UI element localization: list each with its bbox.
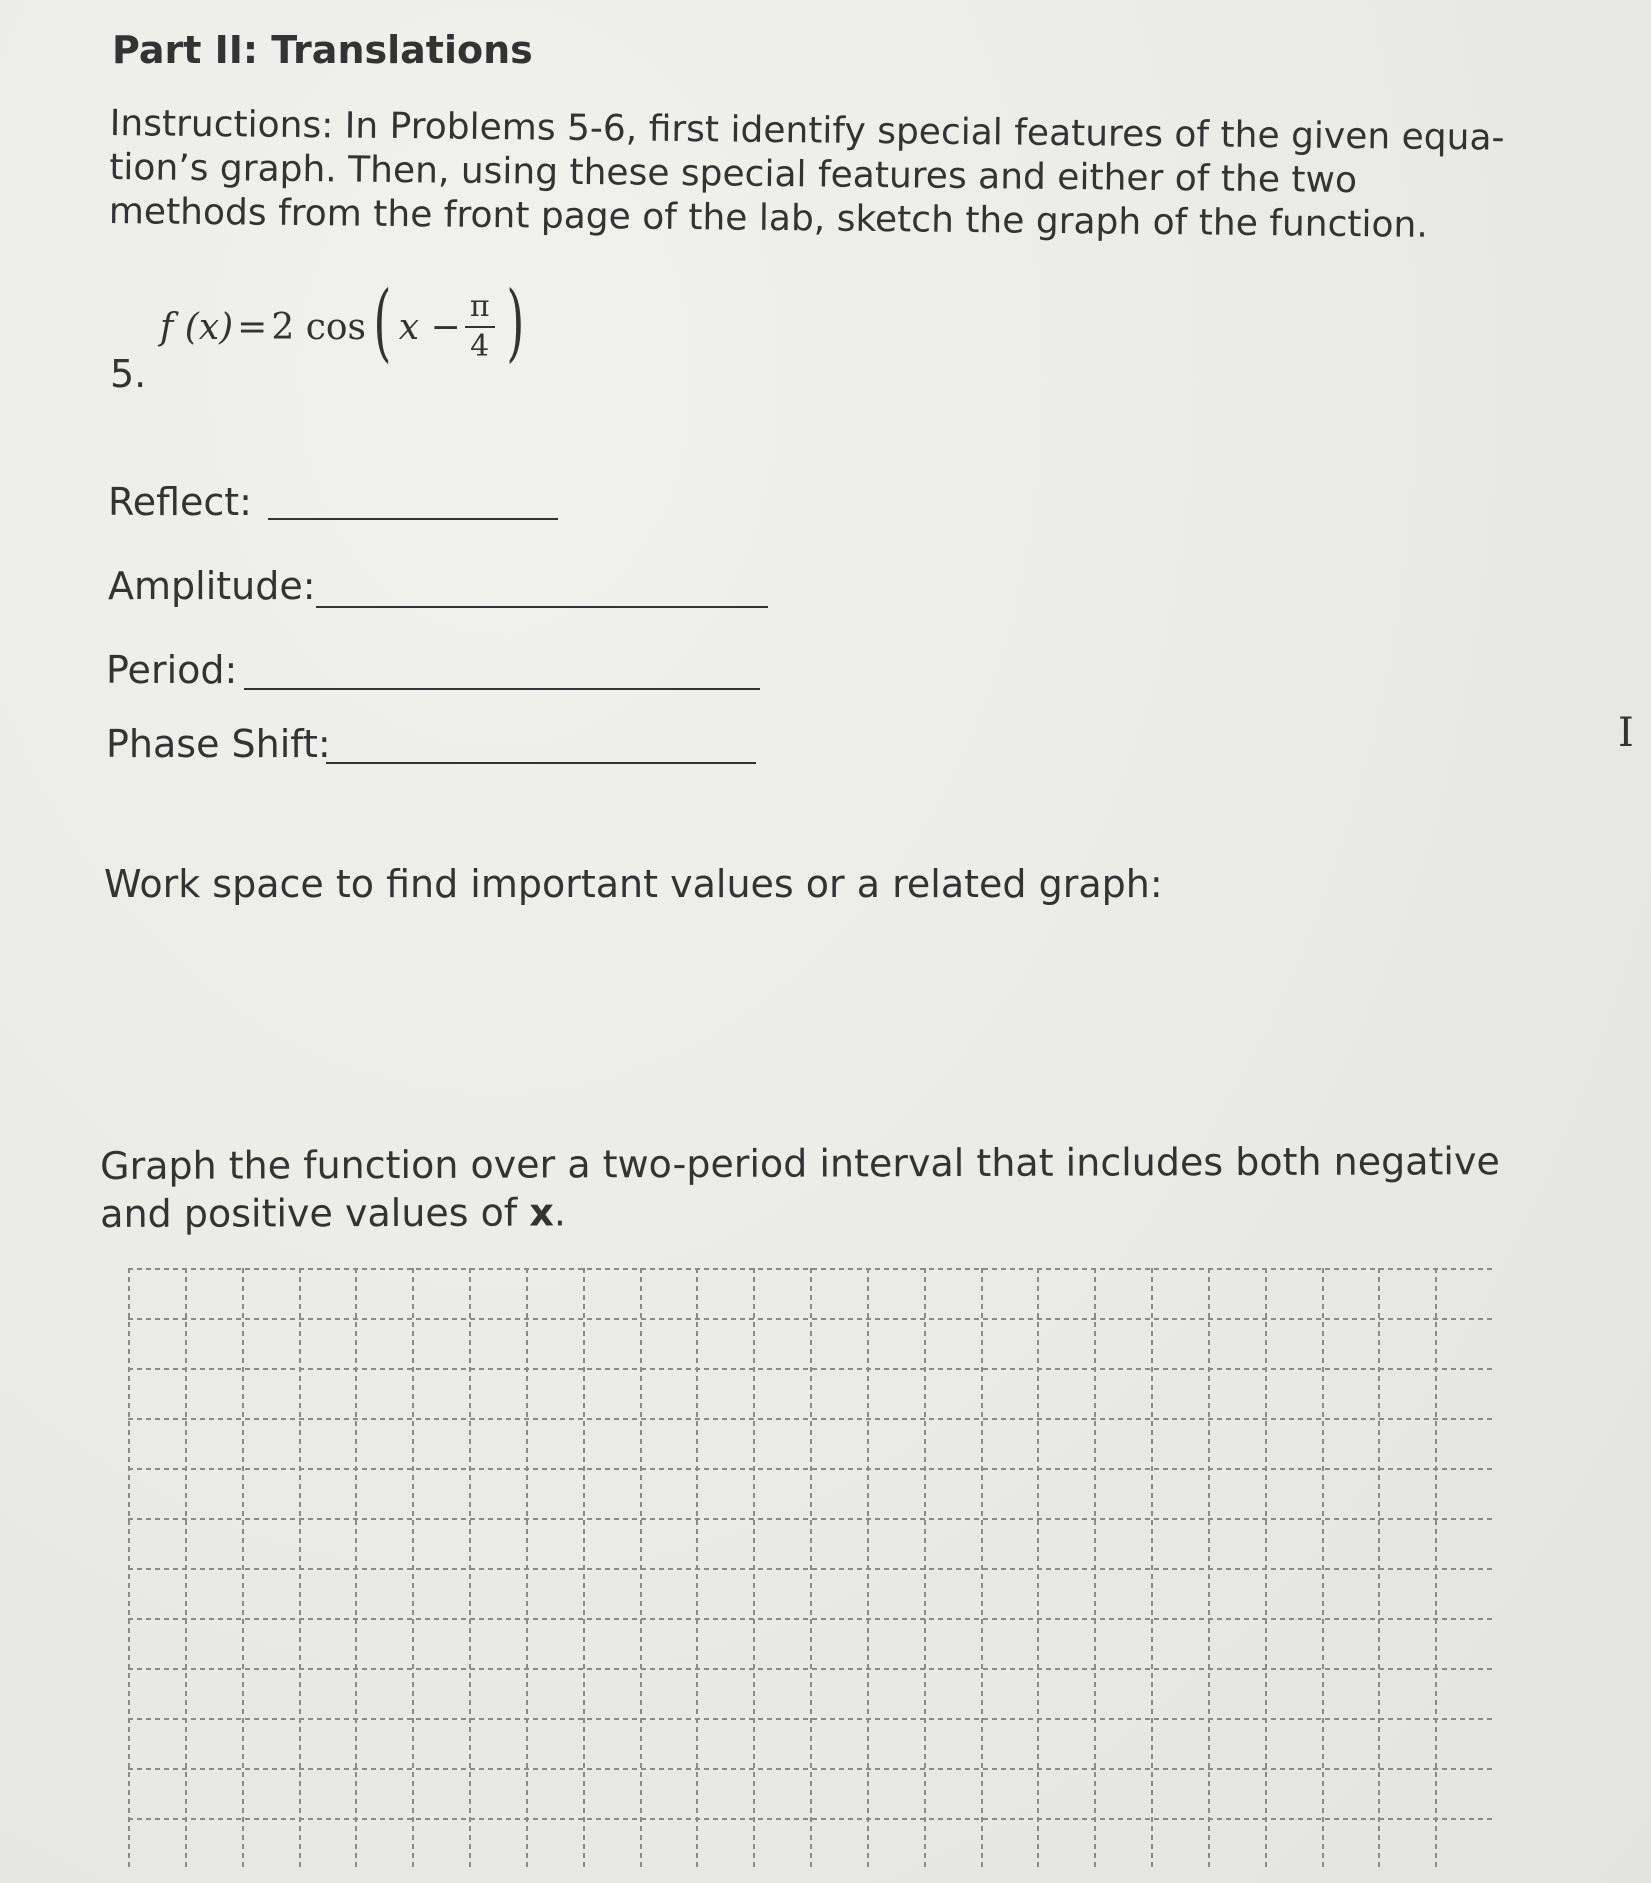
reflect-label: Reflect: [108, 480, 252, 524]
equation-close-paren: ) [506, 273, 525, 371]
equation-open-paren: ( [373, 273, 392, 371]
graph-grid[interactable] [128, 1268, 1492, 1868]
graph-instruction-prefix: Graph the function over a two-period interval that includes both negative and positive values of [100, 1139, 1500, 1236]
equation [160, 273, 532, 371]
amplitude-answer-line[interactable] [316, 606, 768, 608]
period-label: Period: [106, 648, 238, 692]
reflect-answer-line[interactable] [268, 518, 558, 520]
graph-instruction-variable: x [529, 1190, 554, 1235]
graph-instruction [100, 1137, 1520, 1238]
equation-coef-func: 2 cos [271, 306, 367, 348]
equation-fraction [465, 289, 495, 364]
phase-shift-answer-line[interactable] [326, 762, 756, 764]
graph-instruction-suffix: . [553, 1190, 567, 1235]
amplitude-label: Amplitude: [108, 564, 316, 608]
problem-number: 5. [110, 352, 147, 396]
equation-lhs: f (x) [160, 306, 234, 348]
phase-shift-label: Phase Shift: [106, 722, 331, 766]
fraction-denominator: 4 [470, 329, 490, 364]
fraction-bar [465, 326, 495, 328]
period-answer-line[interactable] [244, 688, 760, 690]
instructions-text: Instructions: In Problems 5-6, first identify special features of the given equa-tion’s graph. Then, using these special features and either of the two methods from the front page of the lab, sketch the graph of the function. [108, 102, 1505, 246]
text-cursor-icon: I [1618, 710, 1634, 756]
equation-var-minus: x − [398, 306, 461, 348]
part-title: Part II: Translations [112, 28, 533, 72]
fraction-numerator: π [469, 289, 490, 324]
equation-equals: = [237, 306, 268, 348]
workspace-label: Work space to find important values or a related graph: [104, 862, 1163, 906]
